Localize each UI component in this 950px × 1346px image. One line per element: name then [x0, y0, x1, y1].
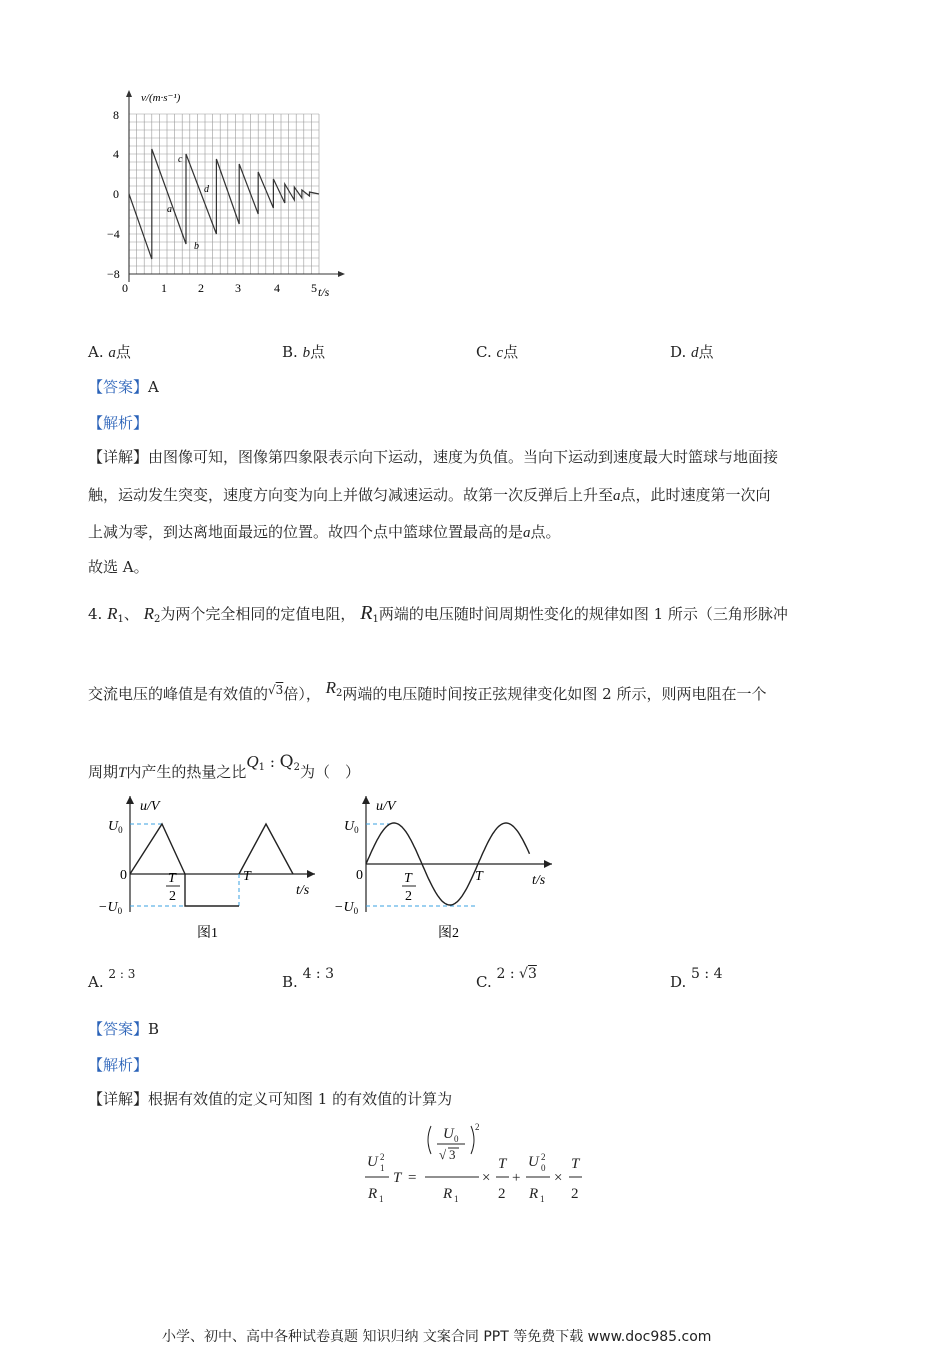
svg-text:+: +: [512, 1170, 521, 1186]
q4-answer: 【答案】B: [88, 1020, 160, 1038]
fig2-half-t-num: T: [404, 871, 412, 886]
sqrt-icon: √3: [519, 966, 537, 982]
svg-text:U: U: [367, 1154, 378, 1170]
fig1-axis-t: t/s: [296, 883, 310, 898]
svg-text:T: T: [393, 1170, 402, 1186]
q3-option-c: C. c点: [476, 343, 519, 361]
q3-detail-line-1: 【详解】由图像可知，图像第四象限表示向下运动，速度为负值。当向下运动到速度最大时篮球与地面接: [88, 448, 779, 466]
fig1-caption: 图1: [197, 926, 218, 941]
sqrt-icon: √3: [268, 683, 284, 697]
svg-text:3: 3: [449, 1147, 456, 1162]
svg-text:1: 1: [380, 1163, 385, 1173]
graph-grid: [126, 90, 345, 282]
x-tick: 4: [274, 281, 280, 295]
x-tick: 0: [122, 281, 128, 295]
fig1-origin: 0: [120, 868, 127, 883]
svg-text:√: √: [439, 1147, 447, 1162]
fig2-caption: 图2: [438, 926, 459, 941]
svg-text:R: R: [443, 1186, 453, 1202]
svg-text:2: 2: [571, 1186, 579, 1202]
svg-text:R: R: [529, 1186, 539, 1202]
svg-text:1: 1: [540, 1194, 545, 1204]
svg-text:2: 2: [498, 1186, 506, 1202]
q3-option-b: B. b点: [282, 343, 326, 361]
point-label-c: c: [178, 154, 183, 165]
fig2-u0: $U_0$: [344, 819, 359, 835]
q4-analysis-tag: 【解析】: [88, 1056, 149, 1074]
svg-text:U: U: [443, 1126, 454, 1142]
y-tick: 0: [113, 187, 119, 201]
svg-text:×: ×: [482, 1170, 491, 1186]
x-tick: 5: [311, 281, 317, 295]
svg-text:1: 1: [379, 1194, 384, 1204]
svg-text:R: R: [368, 1186, 378, 1202]
x-tick: 1: [161, 281, 167, 295]
point-label-d: d: [204, 184, 209, 195]
svg-text:T: T: [498, 1156, 507, 1172]
q4-option-c: C. 2 : √3: [476, 966, 537, 991]
q4-detail: 【详解】根据有效值的定义可知图 1 的有效值的计算为: [88, 1090, 453, 1108]
fig1-period-t: T: [243, 869, 251, 884]
graph-curve: [129, 149, 319, 259]
page-footer: 小学、初中、高中各种试卷真题 知识归纳 文案合同 PPT 等免费下载 www.doc985.com: [162, 1329, 712, 1345]
svg-text:2: 2: [475, 1122, 480, 1132]
x-tick: 2: [198, 281, 204, 295]
figure-1-triangle-pulse: [100, 790, 320, 945]
fig1-half-t-num: T: [168, 871, 176, 886]
y-tick: −8: [107, 267, 120, 281]
velocity-time-graph: [105, 82, 355, 300]
svg-text:2: 2: [541, 1152, 546, 1162]
rms-equation: [355, 1120, 605, 1210]
svg-text:T: T: [571, 1156, 580, 1172]
fig2-axis-t: t/s: [532, 873, 546, 888]
q4-option-d: D. 5 : 4: [670, 966, 723, 991]
fig1-neg-u0: $-U_0$: [98, 900, 123, 916]
svg-text:=: =: [408, 1170, 417, 1186]
point-label-a: a: [167, 204, 172, 215]
q3-option-a: A. a点: [88, 343, 131, 361]
fig2-period-t: T: [475, 869, 483, 884]
fig2-axis-u: u/V: [376, 799, 396, 814]
svg-text:1: 1: [454, 1194, 459, 1204]
y-tick: 4: [113, 147, 119, 161]
fig2-neg-u0: $-U_0$: [334, 900, 359, 916]
q3-answer: 【答案】A: [88, 378, 159, 396]
fig1-half-t-den: 2: [169, 889, 176, 904]
svg-text:2: 2: [380, 1152, 385, 1162]
q3-analysis-tag: 【解析】: [88, 414, 149, 432]
point-label-b: b: [194, 241, 199, 252]
q3-conclusion: 故选 A。: [88, 558, 149, 576]
q4-stem-line-3: 周期T内产生的热量之比$Q_1$ : $Q_2$为（ ）: [88, 752, 360, 781]
svg-text:U: U: [528, 1154, 539, 1170]
q4-option-b: B. 4 : 3: [282, 966, 335, 991]
fig2-half-t-den: 2: [405, 889, 412, 904]
q3-option-d: D. d点: [670, 343, 714, 361]
svg-text:0: 0: [541, 1163, 546, 1173]
x-tick: 3: [235, 281, 241, 295]
graph-xlabel: t/s: [318, 285, 330, 299]
q4-stem-line-1: 4. $R_1$、 $R_2$为两个完全相同的定值电阻， $R_1$两端的电压随时间周期性变化的规律如图 1 所示（三角形脉冲: [88, 602, 788, 625]
fig1-axis-u: u/V: [140, 799, 160, 814]
y-tick: 8: [113, 108, 119, 122]
graph-ylabel: v/(m·s⁻¹): [141, 92, 181, 104]
q3-detail-line-2: 触，运动发生突变，速度方向变为向上并做匀减速运动。故第一次反弹后上升至a点，此时速度第一次向: [88, 486, 771, 504]
q4-option-a: A. 2 : 3: [88, 967, 136, 991]
svg-text:0: 0: [454, 1134, 459, 1144]
q3-detail-line-3: 上减为零，到达离地面最远的位置。故四个点中篮球位置最高的是a点。: [88, 523, 561, 541]
figure-2-sine-wave: [330, 790, 560, 945]
fig1-u0: $U_0$: [108, 819, 123, 835]
svg-text:×: ×: [554, 1170, 563, 1186]
q4-stem-line-2: 交流电压的峰值是有效值的$^{√3}$倍）， $R^2$两端的电压随时间按正弦规律变化如图 2 所示，则两电阻在一个: [88, 678, 767, 703]
fig2-origin: 0: [356, 868, 363, 883]
y-tick: −4: [107, 227, 120, 241]
